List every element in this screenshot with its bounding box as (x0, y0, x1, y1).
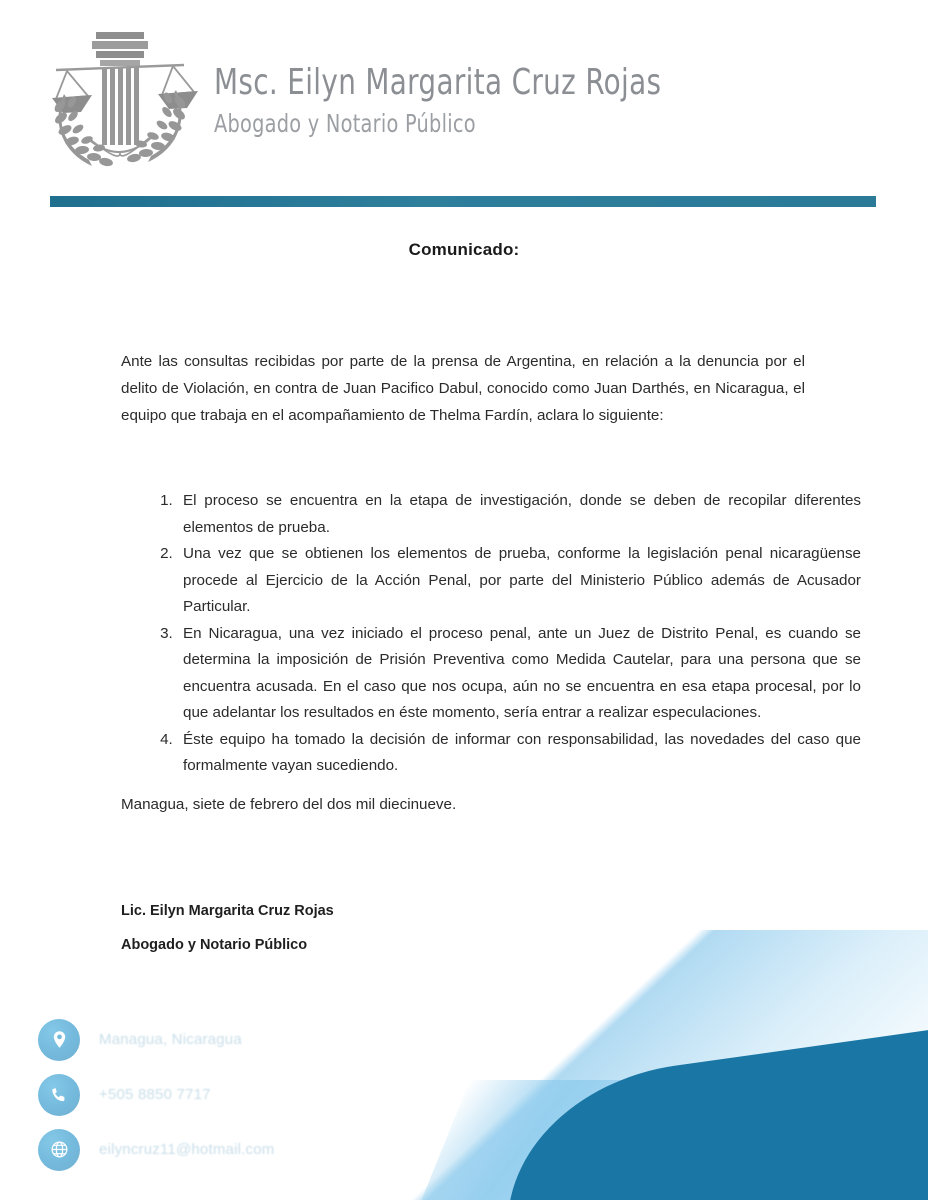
closing-line: Managua, siete de febrero del dos mil diecinueve. (121, 796, 457, 813)
intro-paragraph: Ante las consultas recibidas por parte de la prensa de Argentina, en relación a la denuncia por el delito de Violación, en contra de Juan Pacifico Dabul, conocido como Juan Darthés, en Nicaragua, el equipo que trabaja en el acompañamiento de Thelma Fardín, aclara lo siguiente: (121, 353, 805, 424)
contact-address-text: Managua, Nicaragua (99, 1031, 242, 1048)
signature-name: Lic. Eilyn Margarita Cruz Rojas (121, 903, 334, 919)
firm-identity (214, 62, 834, 140)
letterhead (0, 0, 928, 190)
page-title: Comunicado: (408, 240, 520, 259)
location-pin-icon (38, 1019, 80, 1061)
contact-row-email (38, 1122, 458, 1177)
list-item: 3. En Nicaragua, una vez iniciado el proceso penal, ante un Juez de Distrito Penal, es cuando se determina la imposición de Prisión Preventiva como Medida Cautelar, para una persona que se encuentra acusada. En el caso que nos ocupa, aún no se encuentra en esa etapa procesal, por lo que adelantar los resultados en éste momento, sería entrar a realizar especulaciones. (177, 621, 861, 727)
contact-row-phone (38, 1067, 458, 1122)
footer-contact-list (38, 1012, 458, 1177)
footer-dark-fill (620, 1120, 928, 1200)
contact-row-address (38, 1012, 458, 1067)
list-item: 4. Éste equipo ha tomado la decisión de informar con responsabilidad, las novedades del caso que formalmente vayan sucediendo. (177, 727, 861, 780)
scales-of-justice-column-laurel-icon (34, 22, 206, 174)
signature-role: Abogado y Notario Público (121, 937, 308, 953)
header-divider-rule (50, 196, 876, 207)
globe-icon (38, 1129, 80, 1171)
firm-name: Msc. Eilyn Margarita Cruz Rojas (214, 62, 662, 103)
list-item: 1. El proceso se encuentra en la etapa de investigación, donde se deben de recopilar diferentes elementos de prueba. (177, 488, 861, 541)
clause-list (121, 488, 861, 780)
firm-subtitle: Abogado y Notario Público (214, 109, 476, 138)
list-item: 2. Una vez que se obtienen los elementos de prueba, conforme la legislación penal nicaragüense procede al Ejercicio de la Acción Penal, por parte del Ministerio Público además de Acusador Particular. (177, 541, 861, 621)
phone-icon (38, 1074, 80, 1116)
contact-email-text: eilyncruz11@hotmail.com (99, 1141, 275, 1158)
contact-phone-text: +505 8850 7717 (99, 1086, 211, 1103)
